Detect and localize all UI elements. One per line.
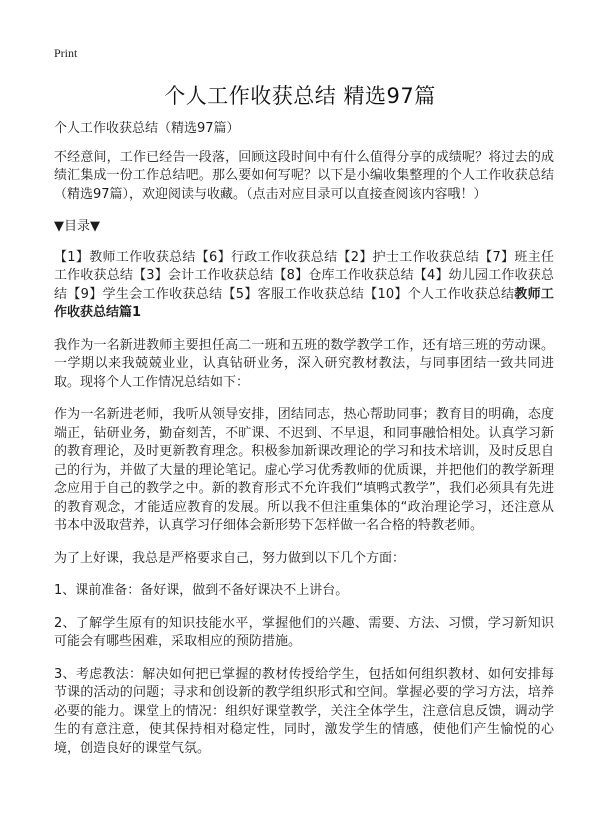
toc-label-text: 学生会工作收获总结 — [102, 286, 223, 302]
toc-label-text: 行政工作收获总结 — [230, 249, 338, 265]
toc-label-text: 护士工作收获总结 — [372, 249, 480, 265]
table-of-contents — [54, 249, 554, 323]
toc-item-10[interactable] — [364, 287, 514, 302]
toc-label-text: 仓库工作收获总结 — [308, 268, 414, 283]
document-subtitle: 个人工作收获总结（精选97篇） — [54, 121, 240, 136]
section-heading: 教师工作收获总结篇1 — [54, 286, 554, 320]
body-paragraph: 3、考虑教法：解决如何把已掌握的教材传授给学生，包括如何组织教材、如何安排每节课的活动的问题；寻求和创设新的教学组织形式和空间。掌握必要的学习方法，培养必要的能力。课堂上的情况：组织好课堂教学，关注全体学生，注意信息反馈，调动学生的有意注意，使其保持相对稳定性，同时，激发学生的情感，使他们产生愉悦的心境，创造良好的课堂气氛。 — [54, 666, 554, 756]
toc-label-text: 会计工作收获总结 — [167, 268, 274, 283]
toc-label-text: 幼儿园工作收获总结 — [54, 268, 554, 302]
toc-item-5[interactable] — [222, 287, 364, 302]
toc-item-9[interactable] — [67, 287, 222, 302]
toc-num: 【3】 — [133, 268, 168, 283]
toc-num: 【8】 — [273, 268, 309, 283]
page-title: 个人工作收获总结 精选97篇 — [164, 84, 436, 108]
toc-num: 【2】 — [337, 249, 373, 265]
toc-num: 【6】 — [195, 249, 231, 265]
toc-num: 【4】 — [413, 268, 449, 283]
toc-label-text: 教师工作收获总结 — [89, 249, 196, 265]
toc-item-1[interactable] — [54, 250, 196, 265]
toc-label: ▼目录▼ — [54, 219, 100, 234]
body-paragraph: 作为一名新进老师，我听从领导安排，团结同志，热心帮助同事；教育目的明确，态度端正，钻研业务，勤奋刻苦，不旷课、不迟到、不早退，和同事融恰相处。认真学习新的教育理论，及时更新教育理念。积极参加新课改理论的学习和技术培训，及时反思自己的行为，并做了大量的理论笔记。虚心学习优秀教师的优质课，并把他们的教学新理念应用于自己的教学之中。新的教育形式不允许我们“填鸭式教学”，我们必须具有先进的教育观念，才能适应教育的发展。所以我不但注重集体的“政治理论学习，还注意从书本中汲取营养，认真学习仔细体会新形势下怎样做一名合格的特教老师。 — [54, 407, 554, 533]
body-paragraph: 1、课前准备：备好课，做到不备好课决不上讲台。 — [54, 583, 349, 598]
toc-num: 【10】 — [364, 286, 408, 302]
body-paragraph: 2、了解学生原有的知识技能水平，掌握他们的兴趣、需要、方法、习惯，学习新知识可能会有哪些困难，采取相应的预防措施。 — [54, 615, 554, 649]
print-link[interactable]: Print — [54, 46, 78, 60]
toc-item-6[interactable] — [196, 250, 338, 265]
toc-label-text: 班主任工作收获总结 — [54, 249, 554, 283]
toc-item-3[interactable] — [133, 268, 273, 283]
toc-num: 【7】 — [479, 249, 515, 265]
toc-item-8[interactable] — [273, 268, 413, 283]
toc-num: 【9】 — [67, 286, 103, 302]
toc-label-text: 客服工作收获总结 — [257, 286, 365, 302]
body-paragraph: 为了上好课，我总是严格要求自己，努力做到以下几个方面： — [54, 550, 406, 566]
toc-item-2[interactable] — [337, 250, 479, 265]
toc-num: 【5】 — [222, 286, 258, 302]
toc-label-text: 个人工作收获总结 — [407, 286, 515, 302]
intro-paragraph: 不经意间，工作已经告一段落，回顾这段时间中有什么值得分享的成绩呢？将过去的成绩汇集成一份工作总结吧。那么要如何写呢？以下是小编收集整理的个人工作收获总结（精选97篇），欢迎阅读与收藏。（点击对应目录可以直接查阅该内容哦！） — [54, 149, 554, 202]
body-paragraph: 我作为一名新进教师主要担任高二一班和五班的数学教学工作，还有培三班的劳动课。一学期以来我兢兢业业，认真钻研业务，深入研究教材教法，与同事团结一致共同进取。现将个人工作情况总结如下： — [54, 337, 554, 390]
toc-num: 【1】 — [54, 249, 90, 265]
document-body — [54, 120, 554, 772]
